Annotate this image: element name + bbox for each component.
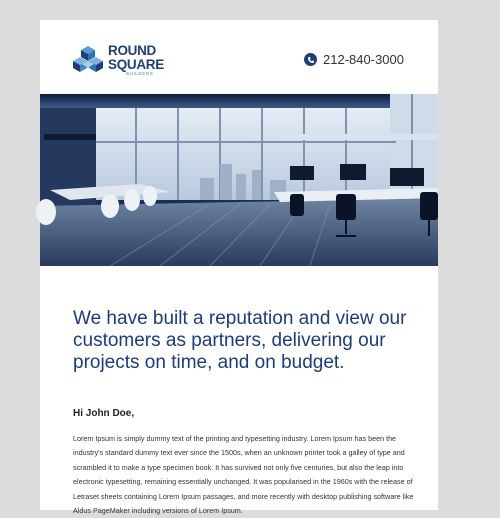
cube-logo-icon	[72, 44, 104, 76]
email-template	[40, 20, 438, 516]
phone-contact[interactable]	[304, 52, 404, 67]
logo-name-line1: ROUND	[108, 43, 156, 58]
headline: We have built a reputation and view our customers as partners, delivering our projects on time, and on budget.	[73, 308, 407, 373]
brand-logo[interactable]	[72, 44, 164, 77]
body-paragraph: Lorem Ipsum is simply dummy text of the printing and typesetting industry. Lorem Ipsum has been the industry's standard dummy text ever since the 1500s, when an unknown printer took a galley of type and scrambled it to make a type specimen book. It has survived not only five centuries, but also the leap into electronic typesetting, remaining essentially unchanged. It was popularised in the 1960s with the release of Letraset sheets containing Lorem Ipsum passages, and more recently with desktop publishing software like Aldus PageMaker including versions of Lorem Ipsum.	[73, 434, 414, 516]
phone-icon	[304, 53, 317, 66]
phone-number: 212-840-3000	[323, 52, 404, 67]
logo-tagline: BUILDERS	[126, 71, 154, 76]
logo-name-line2: SQUARE	[108, 56, 164, 72]
office-interior-photo	[40, 94, 438, 266]
logo-wordmark	[108, 44, 164, 77]
email-header	[40, 20, 438, 94]
greeting: Hi John Doe,	[73, 408, 135, 419]
